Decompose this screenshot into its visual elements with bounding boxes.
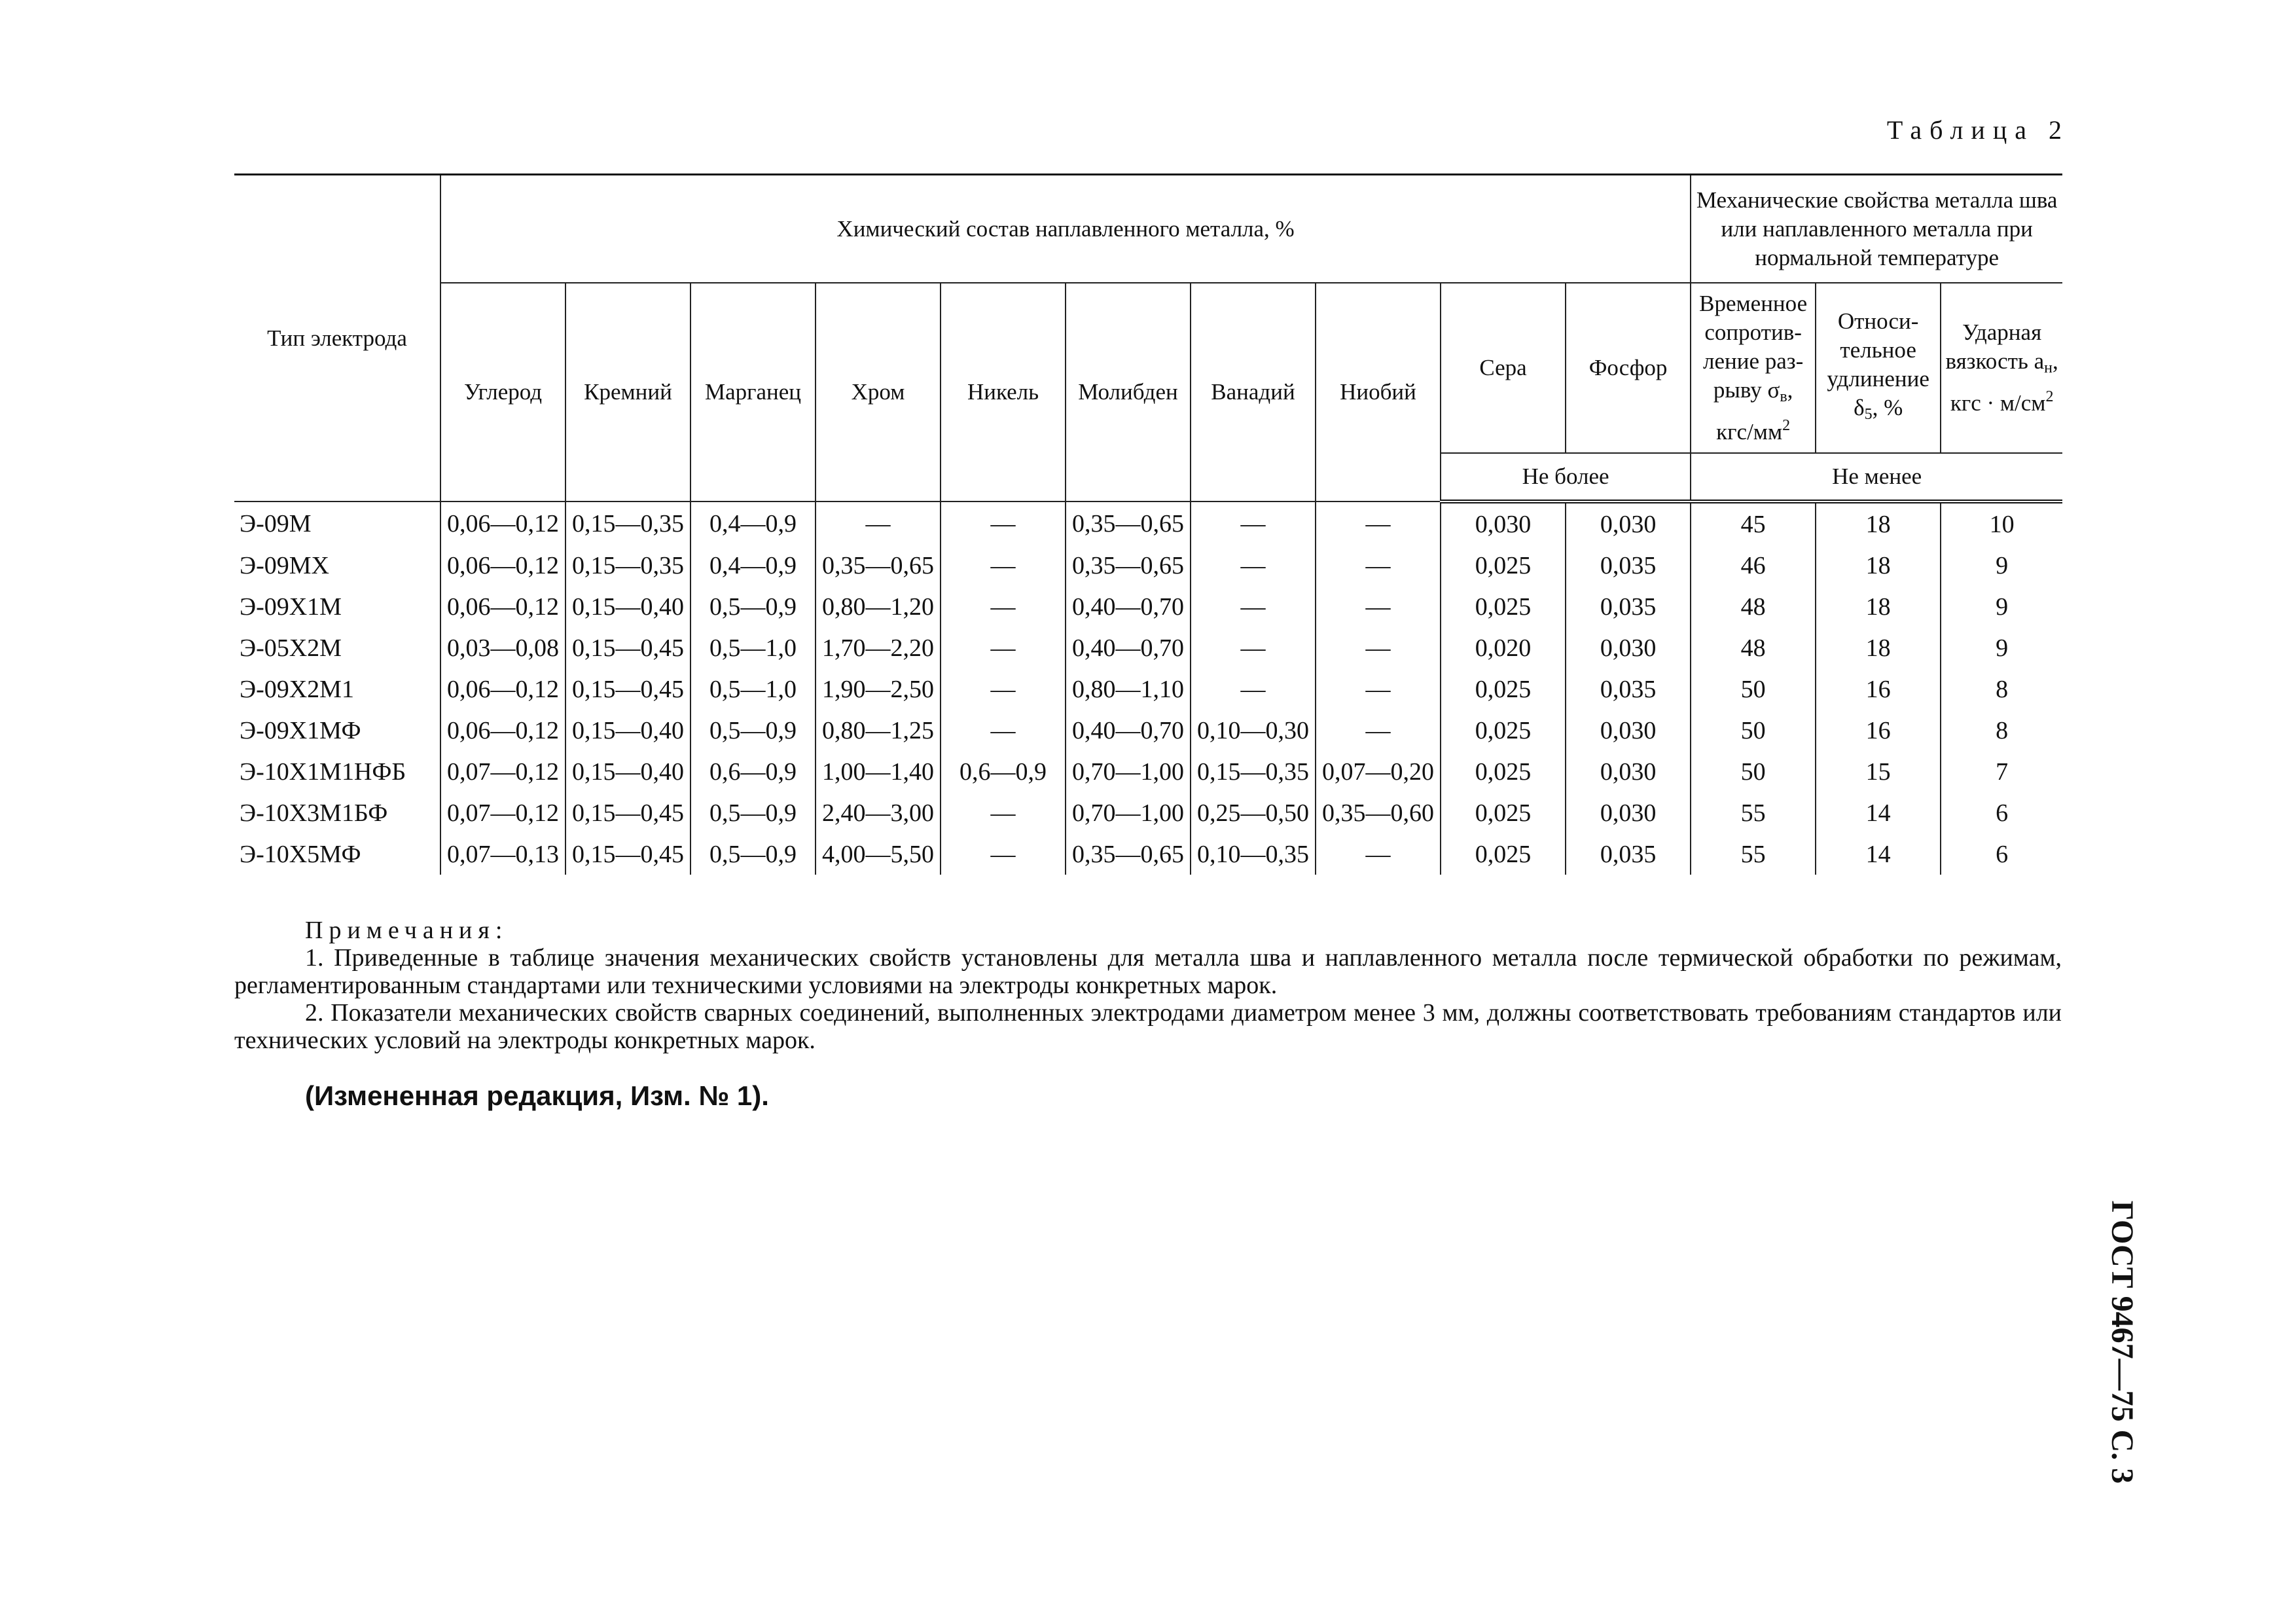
cell-chromium: 1,00—1,40 [816,751,941,792]
table-body [234,501,2062,875]
cell-vanadium: — [1191,586,1316,627]
table-row [234,668,2062,710]
cell-silicon: 0,15—0,45 [565,792,691,833]
cell-chromium: 0,35—0,65 [816,545,941,586]
cell-silicon: 0,15—0,35 [565,545,691,586]
cell-carbon: 0,07—0,12 [440,792,565,833]
col-carbon: Углерод [440,283,565,501]
cell-carbon: 0,06—0,12 [440,710,565,751]
elongation-unit: , % [1872,395,1903,420]
cell-impact: 7 [1941,751,2062,792]
cell-sulfur: 0,025 [1441,710,1566,751]
cell-manganese: 0,5—0,9 [691,586,816,627]
elongation-label: Относи-тельное удлинение δ [1827,308,1929,420]
cell-molybdenum: 0,80—1,10 [1066,668,1191,710]
cell-chromium: 0,80—1,20 [816,586,941,627]
table-row [234,710,2062,751]
cell-molybdenum: 0,70—1,00 [1066,751,1191,792]
cell-carbon: 0,07—0,13 [440,833,565,875]
cell-sulfur: 0,025 [1441,751,1566,792]
cell-phosphorus: 0,030 [1566,627,1691,668]
cell-phosphorus: 0,035 [1566,586,1691,627]
cell-chromium: 1,70—2,20 [816,627,941,668]
cell-tensile: 48 [1691,586,1816,627]
cell-niobium: — [1316,710,1441,751]
properties-table-wrapper [234,173,2062,875]
table-row [234,586,2062,627]
cell-carbon: 0,06—0,12 [440,501,565,545]
cell-manganese: 0,5—1,0 [691,668,816,710]
cell-manganese: 0,6—0,9 [691,751,816,792]
cell-impact: 9 [1941,545,2062,586]
col-tensile-strength [1691,283,1816,453]
cell-silicon: 0,15—0,45 [565,627,691,668]
cell-molybdenum: 0,35—0,65 [1066,545,1191,586]
cell-type: Э-09М [234,501,440,545]
cell-type: Э-10Х3М1БФ [234,792,440,833]
cell-molybdenum: 0,35—0,65 [1066,833,1191,875]
cell-nickel: — [941,545,1066,586]
cell-silicon: 0,15—0,35 [565,501,691,545]
cell-molybdenum: 0,40—0,70 [1066,586,1191,627]
cell-elongation: 16 [1816,710,1941,751]
col-impact-strength [1941,283,2062,453]
table-row [234,751,2062,792]
notes-block [234,917,2062,1054]
col-manganese: Марганец [691,283,816,501]
note-item: 2. Показатели механических свойств сварных соединений, выполненных электродами диаметром менее 3 мм, должны соответствовать требованиям стандартов или технических условий на электроды конкретных марок. [234,999,2062,1054]
cell-niobium: — [1316,627,1441,668]
col-nickel: Никель [941,283,1066,501]
cell-nickel: — [941,710,1066,751]
cell-niobium: — [1316,501,1441,545]
cell-tensile: 45 [1691,501,1816,545]
cell-sulfur: 0,025 [1441,792,1566,833]
cell-chromium: 0,80—1,25 [816,710,941,751]
cell-phosphorus: 0,030 [1566,501,1691,545]
cell-niobium: 0,35—0,60 [1316,792,1441,833]
cell-chromium: — [816,501,941,545]
tensile-unit: , кгс/мм [1716,377,1793,445]
col-sulfur: Сера [1441,283,1566,453]
cell-impact: 6 [1941,792,2062,833]
cell-vanadium: 0,25—0,50 [1191,792,1316,833]
cell-chromium: 4,00—5,50 [816,833,941,875]
cell-phosphorus: 0,030 [1566,751,1691,792]
cell-sulfur: 0,025 [1441,586,1566,627]
amendment-note: (Измененная редакция, Изм. № 1). [305,1080,769,1111]
col-silicon: Кремний [565,283,691,501]
cell-sulfur: 0,020 [1441,627,1566,668]
cell-type: Э-05Х2М [234,627,440,668]
cell-manganese: 0,4—0,9 [691,501,816,545]
cell-type: Э-09Х2М1 [234,668,440,710]
cell-sulfur: 0,030 [1441,501,1566,545]
cell-elongation: 18 [1816,501,1941,545]
cell-sulfur: 0,025 [1441,545,1566,586]
cell-sulfur: 0,025 [1441,668,1566,710]
col-phosphorus: Фосфор [1566,283,1691,453]
cell-niobium: — [1316,545,1441,586]
cell-elongation: 14 [1816,833,1941,875]
cell-chromium: 1,90—2,50 [816,668,941,710]
cell-impact: 9 [1941,586,2062,627]
cell-molybdenum: 0,35—0,65 [1066,501,1191,545]
tensile-superscript: 2 [1782,417,1791,434]
cell-vanadium: — [1191,501,1316,545]
cell-type: Э-10Х5МФ [234,833,440,875]
cell-nickel: — [941,668,1066,710]
cell-vanadium: 0,15—0,35 [1191,751,1316,792]
cell-carbon: 0,06—0,12 [440,668,565,710]
elongation-subscript: 5 [1864,406,1873,423]
table-caption: Таблица 2 [1886,115,2070,145]
cell-impact: 9 [1941,627,2062,668]
cell-phosphorus: 0,030 [1566,710,1691,751]
cell-niobium: — [1316,586,1441,627]
cell-silicon: 0,15—0,40 [565,751,691,792]
cell-vanadium: 0,10—0,30 [1191,710,1316,751]
col-molybdenum: Молибден [1066,283,1191,501]
cell-silicon: 0,15—0,45 [565,833,691,875]
cell-impact: 8 [1941,668,2062,710]
cell-tensile: 48 [1691,627,1816,668]
cell-manganese: 0,5—0,9 [691,792,816,833]
cell-nickel: — [941,833,1066,875]
tensile-label: Временное сопротив-ление раз-рыву σ [1699,291,1808,403]
cell-impact: 6 [1941,833,2062,875]
cell-vanadium: — [1191,627,1316,668]
cell-silicon: 0,15—0,45 [565,668,691,710]
impact-label: Ударная вязкость a [1945,319,2045,374]
cell-elongation: 14 [1816,792,1941,833]
cell-molybdenum: 0,70—1,00 [1066,792,1191,833]
cell-elongation: 18 [1816,545,1941,586]
cell-nickel: — [941,501,1066,545]
impact-unit: , кгс · м/см [1950,348,2058,416]
cell-vanadium: 0,10—0,35 [1191,833,1316,875]
cell-manganese: 0,5—0,9 [691,710,816,751]
cell-niobium: — [1316,668,1441,710]
cell-nickel: — [941,792,1066,833]
cell-elongation: 18 [1816,586,1941,627]
cell-niobium: 0,07—0,20 [1316,751,1441,792]
table-row [234,792,2062,833]
header-row-groups [234,175,2062,283]
table-row [234,833,2062,875]
standard-page-code: ГОСТ 9467—75 С. 3 [2105,1200,2140,1484]
electrode-properties-table [234,173,2062,875]
cell-sulfur: 0,025 [1441,833,1566,875]
table-row [234,627,2062,668]
cell-nickel: — [941,586,1066,627]
cell-phosphorus: 0,030 [1566,792,1691,833]
cell-nickel: 0,6—0,9 [941,751,1066,792]
cell-carbon: 0,07—0,12 [440,751,565,792]
cell-tensile: 46 [1691,545,1816,586]
cell-molybdenum: 0,40—0,70 [1066,710,1191,751]
cell-carbon: 0,03—0,08 [440,627,565,668]
cell-elongation: 16 [1816,668,1941,710]
cell-manganese: 0,4—0,9 [691,545,816,586]
cell-manganese: 0,5—1,0 [691,627,816,668]
cell-tensile: 55 [1691,792,1816,833]
cell-phosphorus: 0,035 [1566,668,1691,710]
cell-silicon: 0,15—0,40 [565,710,691,751]
cell-vanadium: — [1191,668,1316,710]
cell-type: Э-09Х1М [234,586,440,627]
impact-superscript: 2 [2045,388,2054,405]
tensile-subscript: в [1780,388,1787,405]
cell-carbon: 0,06—0,12 [440,586,565,627]
header-chemical-composition: Химический состав наплавленного металла, % [440,175,1691,283]
col-elongation [1816,283,1941,453]
header-row-columns [234,283,2062,453]
cell-silicon: 0,15—0,40 [565,586,691,627]
note-item: 1. Приведенные в таблице значения механических свойств установлены для металла шва и наплавленного металла после термической обработки по режимам, регламентированным стандартами или техническими условиями на электроды конкретных марок. [234,944,2062,999]
cell-phosphorus: 0,035 [1566,833,1691,875]
cell-niobium: — [1316,833,1441,875]
cell-carbon: 0,06—0,12 [440,545,565,586]
notes-heading: Примечания: [305,917,509,944]
col-vanadium: Ванадий [1191,283,1316,501]
table-row [234,545,2062,586]
cell-elongation: 15 [1816,751,1941,792]
header-electrode-type: Тип электрода [234,175,440,502]
table-row [234,501,2062,545]
cell-tensile: 50 [1691,710,1816,751]
cell-type: Э-09Х1МФ [234,710,440,751]
impact-subscript: н [2044,359,2053,376]
cell-chromium: 2,40—3,00 [816,792,941,833]
header-not-more: Не более [1441,453,1691,501]
cell-tensile: 50 [1691,751,1816,792]
cell-type: Э-10Х1М1НФБ [234,751,440,792]
cell-molybdenum: 0,40—0,70 [1066,627,1191,668]
cell-elongation: 18 [1816,627,1941,668]
cell-vanadium: — [1191,545,1316,586]
cell-impact: 8 [1941,710,2062,751]
cell-type: Э-09МХ [234,545,440,586]
cell-tensile: 50 [1691,668,1816,710]
cell-manganese: 0,5—0,9 [691,833,816,875]
cell-nickel: — [941,627,1066,668]
cell-tensile: 55 [1691,833,1816,875]
cell-impact: 10 [1941,501,2062,545]
header-mechanical-properties: Механические свойства металла шва или наплавленного металла при нормальной температуре [1691,175,2062,283]
cell-phosphorus: 0,035 [1566,545,1691,586]
col-niobium: Ниобий [1316,283,1441,501]
header-not-less: Не менее [1691,453,2062,501]
col-chromium: Хром [816,283,941,501]
